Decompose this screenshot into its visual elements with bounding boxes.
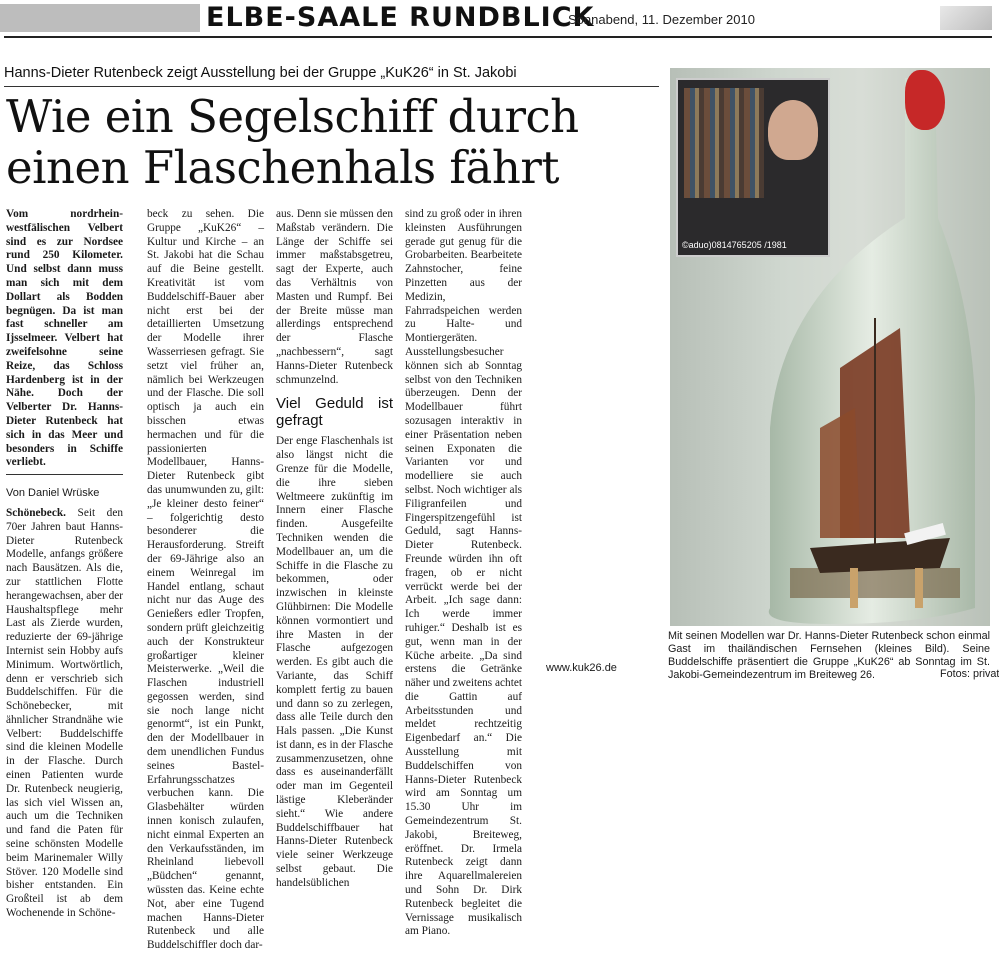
masthead-bar <box>0 4 200 32</box>
masthead-title: ELBE-SAALE RUNDBLICK <box>206 2 595 33</box>
masthead-rule <box>4 36 992 38</box>
article-kicker: Hanns-Dieter Rutenbeck zeigt Ausstellung bei der Gruppe „KuK26“ in St. Jakobi <box>4 65 517 81</box>
masthead-corner <box>940 6 992 30</box>
article-column-1 <box>6 208 123 920</box>
bookshelf <box>684 88 764 198</box>
article-subhead: Viel Geduld ist gefragt <box>276 395 393 430</box>
article-headline: Wie ein Segelschiff durch einen Flaschenhals fährt <box>6 90 579 194</box>
dateline-place: Schönebeck. <box>6 506 66 519</box>
kicker-rule <box>4 86 659 87</box>
byline-rule <box>6 474 123 475</box>
tv-inset-photo <box>676 78 830 257</box>
masthead <box>0 0 992 38</box>
column-2-body: beck zu sehen. Die Gruppe „KuK26“ – Kultur und Kirche – an St. Jakobi hat die Schau auf die Beine gestellt. Kreativität ist vom Buddelschiff-Bauer aber nicht erst bei der detaillierten Umsetzung der Modelle ihrer Wasserriesen gefragt. Sie setzt viel früher an, nämlich bei Werkzeugen und der Flasche. Die soll optisch ja auch ein bisschen etwas hermachen und für die passionierten Modellbauer, Hanns-Dieter Rutenbeck gibt das unumwunden zu, gilt: „Je kleiner desto feiner“ – folgerichtig desto besonderer die Herausforderung. Streift der 69-Jährige also an einem Weinregal im Handel entlang, schaut nicht nur das Auge des Genießers edler Tropfen, sondern prüft gleichzeitig auch der Konstrukteur großartiger kleiner Meisterwerke. „Weil die Flaschen industriell gegossen werden, sind sie noch lange nicht genormt“, ist ein Punkt, den der Modellbauer in dem unendlichen Fundus seines Bastel-Erfahrungsschatzes verbuchen kann. Die Glasbehälter würden innen konisch zulaufen, nicht einmal Experten an den Verkaufsständen, im Rheinland liebevoll „Büdchen“ genannt, wüssten das. Keine echte Not, aber eine Tugend machen Hanns-Dieter Rutenbeck und alle Buddelschiffler doch dar- <box>147 208 264 952</box>
article-byline: Von Daniel Wrüske <box>6 487 100 500</box>
photo-caption: Mit seinen Modellen war Dr. Hanns-Dieter Rutenbeck schon einmal Gast im thailändischen Fernsehen (kleines Bild). Seine Buddelschiffe präsentiert die Gruppe „KuK26“ ab Sonntag im St. Jakobi-Gemeindezentrum im Breiteweg 26. <box>668 630 990 681</box>
article-lead: Vom nordrhein-westfälischen Velbert sind es zur Nordsee rund 250 Kilometer. Und selbst dann muss man sich mit dem Dollart als Bodden begnügen. Da ist man fast schneller am Ijsselmeer. Velbert hat zweifelsohne seine Reize, das Schloss Hardenberg ist in der Nähe. Doch der Velberter Dr. Hanns-Dieter Rutenbeck hat sich in das Meer und besonders in Schiffe verliebt. <box>6 208 123 469</box>
article-column-2 <box>147 208 264 952</box>
web-link[interactable]: www.kuk26.de <box>546 662 617 674</box>
portrait-face <box>768 100 818 160</box>
inset-caption: ©aduo)0814765205 /1981 <box>682 240 787 250</box>
issue-date: Sonnabend, 11. Dezember 2010 <box>568 12 755 27</box>
article-column-3 <box>276 208 393 889</box>
column-3-body-b: Der enge Flaschenhals ist also längst nicht die Grenze für die Modelle, die ihre sieben Weltmeere zukünftig im Innern einer Flasche finden. Ausgefeilte Techniken wenden die Modellbauer an, um die Schiffe in die Flasche zu bekommen, oder inzwischen in kleinste Glühbirnen: Die Modelle können vormontiert und ihre Masten in der Flasche aufgezogen werden. Es gibt auch die Variante, das Schiff komplett fertig zu bauen und dann so zu zerlegen, dass alle Teile durch den Hals passen. „Die Kunst ist dann, es in der Flasche zusammenzusetzen, ohne dass es auseinanderfällt oder man im Gegenteil lästige Kleberänder sieht.“ Wie andere Buddelschiffbauer hat Hanns-Dieter Rutenbeck viele seiner Werkzeuge selbst gebaut. Die handelsüblichen <box>276 435 393 889</box>
column-3-body-a: aus. Denn sie müssen den Maßstab verändern. Die Länge der Schiffe sei immer maßstabsgetreu, sagt der Experte, auch das Verhältnis von Masten und Rumpf. Bei der Breite müsse man allerdings entsprechend der Flasche „nachbessern“, sagt Hanns-Dieter Rutenbeck schmunzelnd. <box>276 208 393 386</box>
photo-credit: Fotos: privat <box>940 668 999 680</box>
column-1-body: Seit den 70er Jahren baut Hanns-Dieter Rutenbeck Modelle, anfangs größere nach Bausätzen. Als die, zur stattlichen Flotte herangewachsen, aber der Haushaltspflege mehr Last als Zierde wurden, reduzierte der 69-jährige Internist sein Hobby aufs Minimum. Wortwörtlich, denn er verschrieb sich Buddelschiffen. Für die Schönebecker, mit ähnlicher Strandnähe wie Velbert: Buddelschiffe sind die kleinen Modelle in der Flasche. Durch einen Patienten wurde Dr. Rutenbeck neugierig, las sich viel Wissen an, auch um die Techniken und fand die Paten für seine schönsten Modelle beim Marinemaler Willy Stöver. 120 Modelle sind bisher entstanden. Ein Großteil ist ab dem Wochenende in Schöne- <box>6 506 123 920</box>
column-4-body: sind zu groß oder in ihren kleinsten Ausführungen gerade gut genug für die Grobarbeiten. Bearbeitete Zahnstocher, feine Pinzetten aus der Medizin, Fahrradspeichen werden zu Halte- und Montiergeräten. Ausstellungsbesucher können sich ab Sonntag selbst von den Techniken überzeugen. Denn der Modellbauer führt sozusagen interaktiv in einer Präsentation neben seinen Exponaten die Varianten vor und modelliere sie auch selbst. Noch wichtiger als Filigranfeilen und Fingerspitzengefühl ist Geduld, sagt Hanns-Dieter Rutenbeck. Freunde würden ihn oft fragen, ob er nicht verrückt werde bei der Arbeit. „Ich sage dann: Ich werde immer ruhiger.“ Deshalb ist es gut, wenn man in der Küche arbeite. „Da sind erstens die Getränke näher und zweitens achtet die Gattin auf Arbeitsstunden und meldet rechtzeitig Eigenbedarf an.“ Die Ausstellung mit Buddelschiffen von Hanns-Dieter Rutenbeck wird am Sonntag um 15.30 Uhr im Gemeindezentrum St. Jakobi, Breiteweg, eröffnet. Dr. Irmela Rutenbeck zeigt dann ihre Aquarellmalereien und Sohn Dr. Dirk Rutenbeck begleitet die Vernissage musikalisch am Piano. <box>405 208 522 938</box>
column-1-text <box>6 507 123 921</box>
article-column-4 <box>405 208 522 938</box>
